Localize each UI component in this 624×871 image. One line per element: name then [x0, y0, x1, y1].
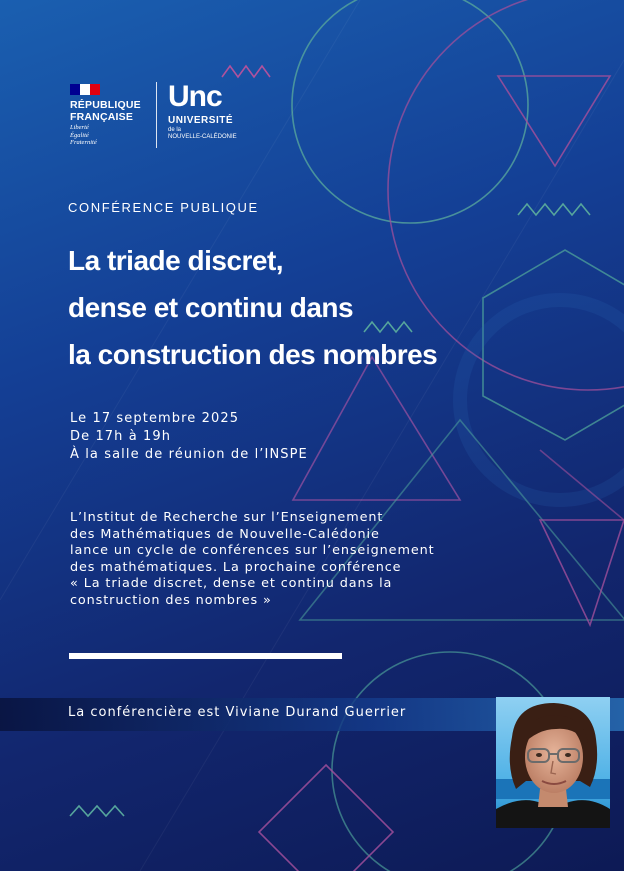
deco-triangle-center [293, 357, 460, 500]
deco-triangle-right [540, 520, 624, 625]
marianne-flag-icon [70, 84, 100, 95]
logo-block [70, 82, 270, 152]
description-line: des Mathématiques de Nouvelle-Calédonie [70, 526, 380, 542]
speaker-portrait-image [496, 697, 610, 828]
title-line: dense et continu dans [68, 292, 354, 323]
description-line: des mathématiques. La prochaine conférence [70, 559, 402, 575]
deco-zigzag-right [518, 204, 590, 215]
event-date: Le 17 septembre 2025 [70, 411, 240, 426]
unc-logo [168, 82, 258, 141]
description-line: construction des nombres » [70, 592, 272, 608]
event-type: CONFÉRENCE PUBLIQUE [68, 200, 259, 215]
logo-divider [156, 82, 157, 148]
title-line: la construction des nombres [68, 339, 438, 370]
divider-rule [69, 653, 342, 659]
event-time: De 17h à 19h [70, 429, 172, 444]
description-line: « La triade discret, dense et continu dans la [70, 576, 393, 591]
unc-logo-mark: Unc [168, 80, 222, 113]
deco-circle-top-green [292, 0, 528, 223]
title-line: La triade discret, [68, 245, 284, 276]
deco-triangle-top-right [498, 76, 610, 166]
unc-logo-name: UNIVERSITÉ [168, 115, 234, 126]
republique-motto: Liberté Égalité Fraternité [70, 124, 97, 146]
conference-title [68, 237, 508, 378]
deco-zigzag-top [222, 66, 270, 77]
description-line: L’Institut de Recherche sur l’Enseignement [70, 510, 384, 525]
speaker-label: La conférencière est Viviane Durand Guerrier [68, 705, 407, 720]
description-line: lance un cycle de conférences sur l’enseignement [70, 543, 435, 558]
republique-francaise-title: RÉPUBLIQUE FRANÇAISE [70, 99, 141, 123]
speaker-photo [496, 697, 610, 828]
event-details [70, 410, 308, 464]
event-place: À la salle de réunion de l’INSPE [70, 447, 308, 462]
deco-diamond-bottom [259, 765, 393, 871]
deco-zigzag-bottom [70, 806, 124, 816]
unc-logo-sub: de la NOUVELLE-CALÉDONIE [168, 127, 237, 140]
event-description [70, 510, 540, 609]
